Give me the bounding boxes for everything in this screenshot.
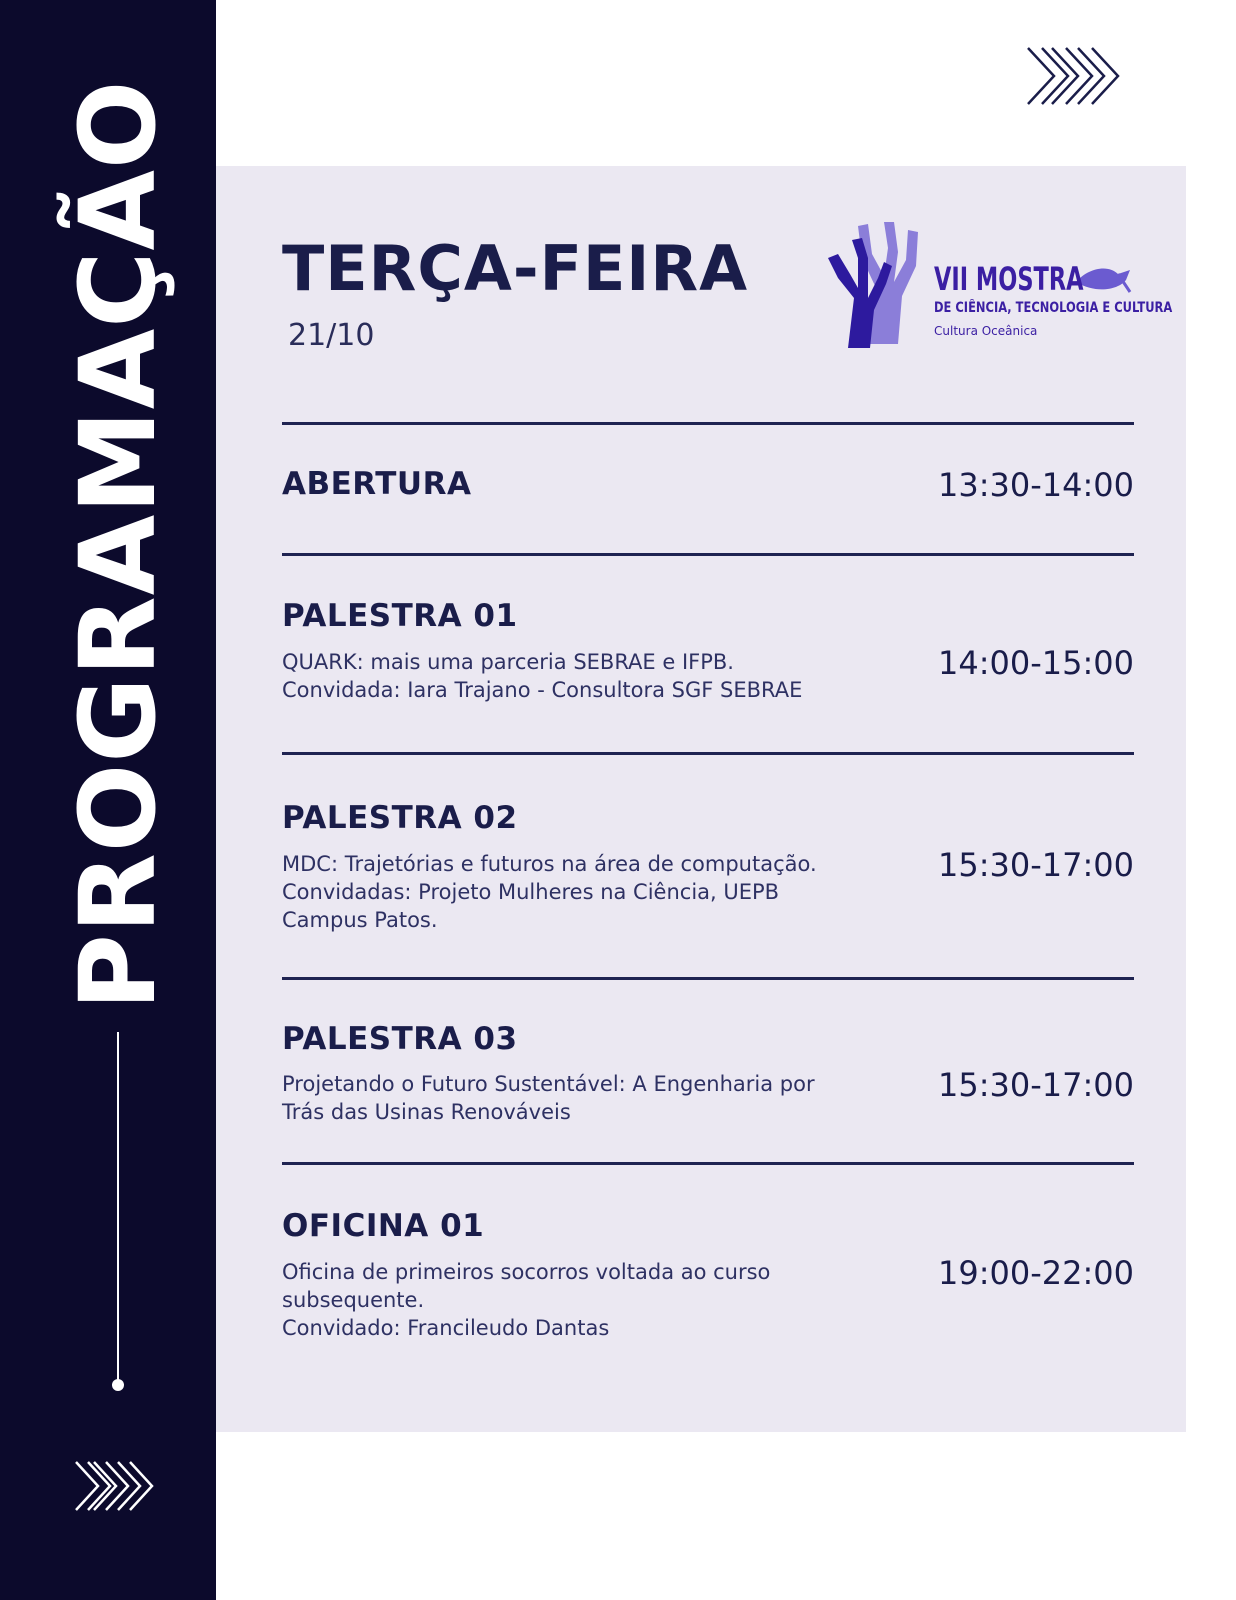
divider xyxy=(282,553,1134,556)
sidebar-title: PROGRAMAÇÃO xyxy=(57,79,179,1011)
item-description xyxy=(282,1258,882,1342)
description-line: QUARK: mais uma parceria SEBRAE e IFPB. xyxy=(282,650,734,674)
sidebar xyxy=(0,0,216,1600)
divider xyxy=(282,977,1134,980)
description-line: Projetando o Futuro Sustentável: A Engenharia por xyxy=(282,1072,815,1096)
sidebar-divider xyxy=(117,1032,119,1382)
chevron-arrows-icon xyxy=(74,1460,164,1512)
divider xyxy=(282,752,1134,755)
divider xyxy=(282,422,1134,425)
item-time: 15:30-17:00 xyxy=(938,1066,1134,1104)
item-description xyxy=(282,1070,882,1126)
item-title: ABERTURA xyxy=(282,466,472,502)
item-description xyxy=(282,850,882,934)
description-line: Campus Patos. xyxy=(282,908,438,932)
logo-title: VII MOSTRA xyxy=(934,260,1084,298)
logo-subtitle: DE CIÊNCIA, TECNOLOGIA E CULTURA xyxy=(934,300,1173,316)
item-title: OFICINA 01 xyxy=(282,1208,485,1244)
chevron-arrows-icon xyxy=(1026,46,1140,106)
item-description xyxy=(282,648,882,704)
page-title: TERÇA-FEIRA xyxy=(282,232,749,305)
item-title: PALESTRA 01 xyxy=(282,598,518,634)
date-label: 21/10 xyxy=(288,318,375,353)
description-line: Oficina de primeiros socorros voltada ao curso xyxy=(282,1260,771,1284)
item-time: 14:00-15:00 xyxy=(938,644,1134,682)
description-line: Trás das Usinas Renováveis xyxy=(282,1100,571,1124)
item-time: 15:30-17:00 xyxy=(938,846,1134,884)
description-line: MDC: Trajetórias e futuros na área de computação. xyxy=(282,852,817,876)
divider xyxy=(282,1162,1134,1165)
item-time: 13:30-14:00 xyxy=(938,466,1134,504)
description-line: Convidada: Iara Trajano - Consultora SGF SEBRAE xyxy=(282,678,803,702)
description-line: subsequente. xyxy=(282,1288,425,1312)
description-line: Convidado: Francileudo Dantas xyxy=(282,1316,610,1340)
item-time: 19:00-22:00 xyxy=(938,1254,1134,1292)
logo-tagline: Cultura Oceânica xyxy=(934,324,1038,338)
sidebar-divider-dot xyxy=(112,1379,124,1391)
item-title: PALESTRA 02 xyxy=(282,800,518,836)
item-title: PALESTRA 03 xyxy=(282,1021,518,1057)
description-line: Convidadas: Projeto Mulheres na Ciência, UEPB xyxy=(282,880,780,904)
